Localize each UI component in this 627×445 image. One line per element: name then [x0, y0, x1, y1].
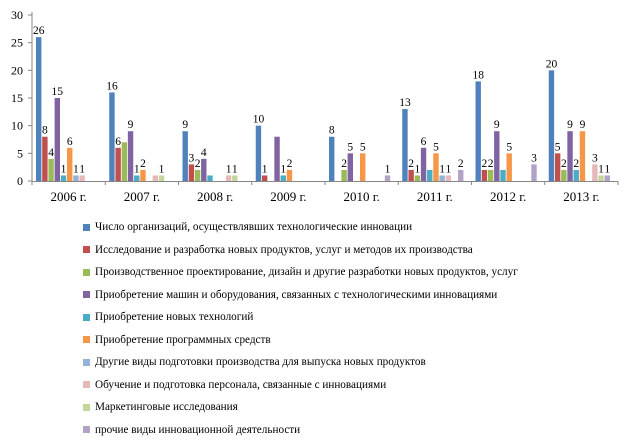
- legend-item: [83, 284, 623, 307]
- legend-label: Другие виды подготовки производства для выпуска новых продуктов: [95, 356, 426, 369]
- data-label: 2: [573, 157, 580, 170]
- legend-label: Приобретение новых технологий: [95, 311, 254, 324]
- bar-mark: [128, 131, 133, 181]
- legend-swatch: [83, 404, 90, 411]
- bar-mark: [433, 153, 438, 181]
- data-label: 9: [493, 119, 500, 132]
- legend-item: [83, 419, 623, 442]
- bar-mark: [567, 131, 572, 181]
- legend-swatch: [83, 336, 90, 343]
- data-label: 6: [66, 135, 73, 148]
- data-label: 1: [73, 163, 79, 176]
- legend-label: Приобретение машин и оборудования, связанных с технологическими инновациями: [95, 288, 498, 301]
- bar-mark: [134, 175, 139, 181]
- bar-mark: [42, 137, 47, 181]
- legend-item: [83, 351, 623, 374]
- data-label: 3: [188, 152, 195, 165]
- bar-mark: [281, 175, 286, 181]
- data-label: 5: [554, 141, 561, 154]
- data-label: 6: [420, 135, 427, 148]
- bar-mark: [195, 170, 200, 181]
- data-label: 5: [433, 141, 439, 154]
- data-label: 2: [457, 157, 464, 170]
- bar-mark: [598, 175, 603, 181]
- bar-mark: [549, 70, 554, 181]
- bar-mark: [262, 175, 267, 181]
- bar-mark: [122, 142, 127, 181]
- data-label: 4: [48, 146, 54, 159]
- bar-mark: [494, 131, 499, 181]
- bar-mark: [488, 170, 493, 181]
- legend-label: Обучение и подготовка персонала, связанные с инновациями: [95, 378, 387, 391]
- legend-item: [83, 374, 623, 397]
- data-label: 2: [341, 157, 347, 170]
- bar-mark: [341, 170, 346, 181]
- bar-mark: [402, 109, 407, 181]
- bar-mark: [439, 175, 444, 181]
- legend-swatch: [83, 381, 90, 388]
- legend-label: Производственное проектирование, дизайн и другие разработки новых продуктов, услуг: [95, 266, 518, 279]
- y-tick-label: 10: [11, 118, 23, 133]
- data-label: 9: [127, 119, 134, 132]
- bar-mark: [421, 148, 426, 181]
- bar-mark: [48, 159, 53, 181]
- bar-mark: [183, 131, 188, 181]
- data-label: 8: [42, 124, 48, 137]
- data-label: 9: [182, 119, 189, 132]
- data-label: 1: [414, 163, 421, 176]
- data-label: 2: [487, 157, 494, 170]
- data-label: 5: [347, 141, 354, 154]
- data-label: 1: [384, 163, 391, 176]
- legend-label: Число организаций, осуществлявших технологические инновации: [95, 221, 413, 234]
- data-label: 2: [481, 157, 488, 170]
- x-tick-label: 2009 г.: [270, 189, 307, 204]
- data-label: 16: [106, 80, 118, 93]
- bar-mark: [329, 137, 334, 181]
- data-label: 13: [399, 97, 411, 110]
- data-label: 1: [60, 163, 67, 176]
- data-label: 9: [567, 119, 573, 132]
- data-label: 2: [140, 157, 146, 170]
- data-label: 1: [604, 163, 611, 176]
- y-tick-label: 0: [17, 174, 23, 188]
- legend-swatch: [83, 314, 90, 321]
- x-tick-label: 2007 г.: [123, 189, 161, 204]
- bar-mark: [189, 164, 194, 181]
- bar-mark: [555, 153, 560, 181]
- data-label: 1: [598, 163, 604, 176]
- y-tick-label: 15: [11, 91, 23, 105]
- data-label: 26: [32, 25, 45, 38]
- bar-mark: [476, 81, 481, 181]
- data-label: 2: [560, 157, 567, 170]
- bar-mark: [140, 170, 145, 181]
- bar-mark: [580, 131, 585, 181]
- bar-mark: [73, 175, 78, 181]
- legend-label: Исследование и разработка новых продуктов, услуг и методов их производства: [95, 243, 473, 256]
- y-tick-label: 5: [17, 146, 23, 161]
- legend-swatch: [83, 224, 90, 231]
- legend-swatch: [83, 426, 90, 433]
- bar-mark: [561, 170, 566, 181]
- data-label: 2: [194, 157, 201, 170]
- x-tick-label: 2006 г.: [50, 189, 87, 204]
- legend-swatch: [83, 269, 90, 276]
- bar-mark: [500, 170, 505, 181]
- legend-swatch: [83, 246, 90, 253]
- legend-item: [83, 239, 623, 262]
- data-label: 10: [252, 113, 265, 126]
- legend-label: Приобретение программных средств: [95, 333, 271, 346]
- data-label: 1: [439, 163, 446, 176]
- x-tick-label: 2013 г.: [563, 189, 600, 204]
- x-tick-label: 2011 г.: [416, 189, 453, 204]
- data-label: 5: [506, 141, 513, 154]
- data-label: 8: [328, 124, 335, 137]
- bar-mark: [274, 137, 279, 181]
- bar-mark: [408, 170, 413, 181]
- bar-mark: [287, 170, 292, 181]
- bar-mark: [427, 170, 432, 181]
- data-label: 1: [280, 163, 287, 176]
- legend-item: [83, 396, 623, 419]
- data-label: 1: [445, 163, 452, 176]
- legend-item: [83, 329, 623, 352]
- bar-mark: [348, 153, 353, 181]
- y-tick-label: 20: [11, 63, 23, 78]
- data-label: 20: [545, 58, 558, 71]
- bar-mark: [592, 164, 597, 181]
- bar-mark: [67, 148, 72, 181]
- bar-mark: [226, 175, 231, 181]
- bar-mark: [360, 153, 365, 181]
- bar-mark: [574, 170, 579, 181]
- x-tick-label: 2010 г.: [343, 189, 380, 204]
- bar-mark: [385, 175, 390, 181]
- data-label: 1: [231, 163, 238, 176]
- legend-label: прочие виды инновационной деятельности: [95, 423, 301, 436]
- legend-item: [83, 261, 623, 284]
- y-tick-label: 30: [11, 8, 23, 22]
- bar-mark: [109, 92, 114, 181]
- legend-label: Маркетинговые исследования: [95, 401, 238, 414]
- bar-mark: [153, 175, 158, 181]
- chart-legend: [83, 216, 623, 441]
- data-label: 3: [591, 152, 598, 165]
- data-label: 3: [531, 152, 537, 165]
- data-label: 1: [158, 163, 165, 176]
- data-label: 6: [115, 135, 122, 148]
- data-label: 5: [359, 141, 366, 154]
- bar-mark: [79, 175, 84, 181]
- legend-item: [83, 216, 623, 239]
- data-label: 1: [261, 163, 268, 176]
- legend-swatch: [83, 359, 90, 366]
- bar-mark: [256, 126, 261, 181]
- bar-mark: [531, 164, 536, 181]
- y-tick-label: 25: [11, 35, 23, 50]
- bar-chart: [0, 0, 627, 204]
- legend-item: [83, 306, 623, 329]
- bar-mark: [458, 170, 463, 181]
- data-label: 15: [51, 86, 64, 98]
- data-label: 4: [200, 146, 207, 159]
- bar-mark: [115, 148, 120, 181]
- data-label: 9: [579, 119, 586, 132]
- chart-svg: [0, 0, 627, 204]
- bar-mark: [207, 175, 212, 181]
- legend-swatch: [83, 291, 90, 298]
- bar-mark: [605, 175, 610, 181]
- bar-mark: [36, 37, 41, 181]
- bar-mark: [159, 175, 164, 181]
- x-tick-label: 2008 г.: [196, 189, 234, 204]
- data-label: 2: [286, 157, 293, 170]
- bar-mark: [507, 153, 512, 181]
- x-tick-label: 2012 г.: [489, 189, 527, 204]
- bar-mark: [61, 175, 66, 181]
- data-label: 1: [79, 163, 85, 176]
- bar-mark: [55, 98, 60, 181]
- data-label: 2: [408, 157, 415, 170]
- bar-mark: [415, 175, 420, 181]
- data-label: 18: [472, 69, 484, 82]
- bar-mark: [482, 170, 487, 181]
- data-label: 1: [225, 163, 232, 176]
- bar-mark: [446, 175, 451, 181]
- bar-mark: [232, 175, 237, 181]
- bar-mark: [201, 159, 206, 181]
- data-label: 1: [133, 163, 140, 176]
